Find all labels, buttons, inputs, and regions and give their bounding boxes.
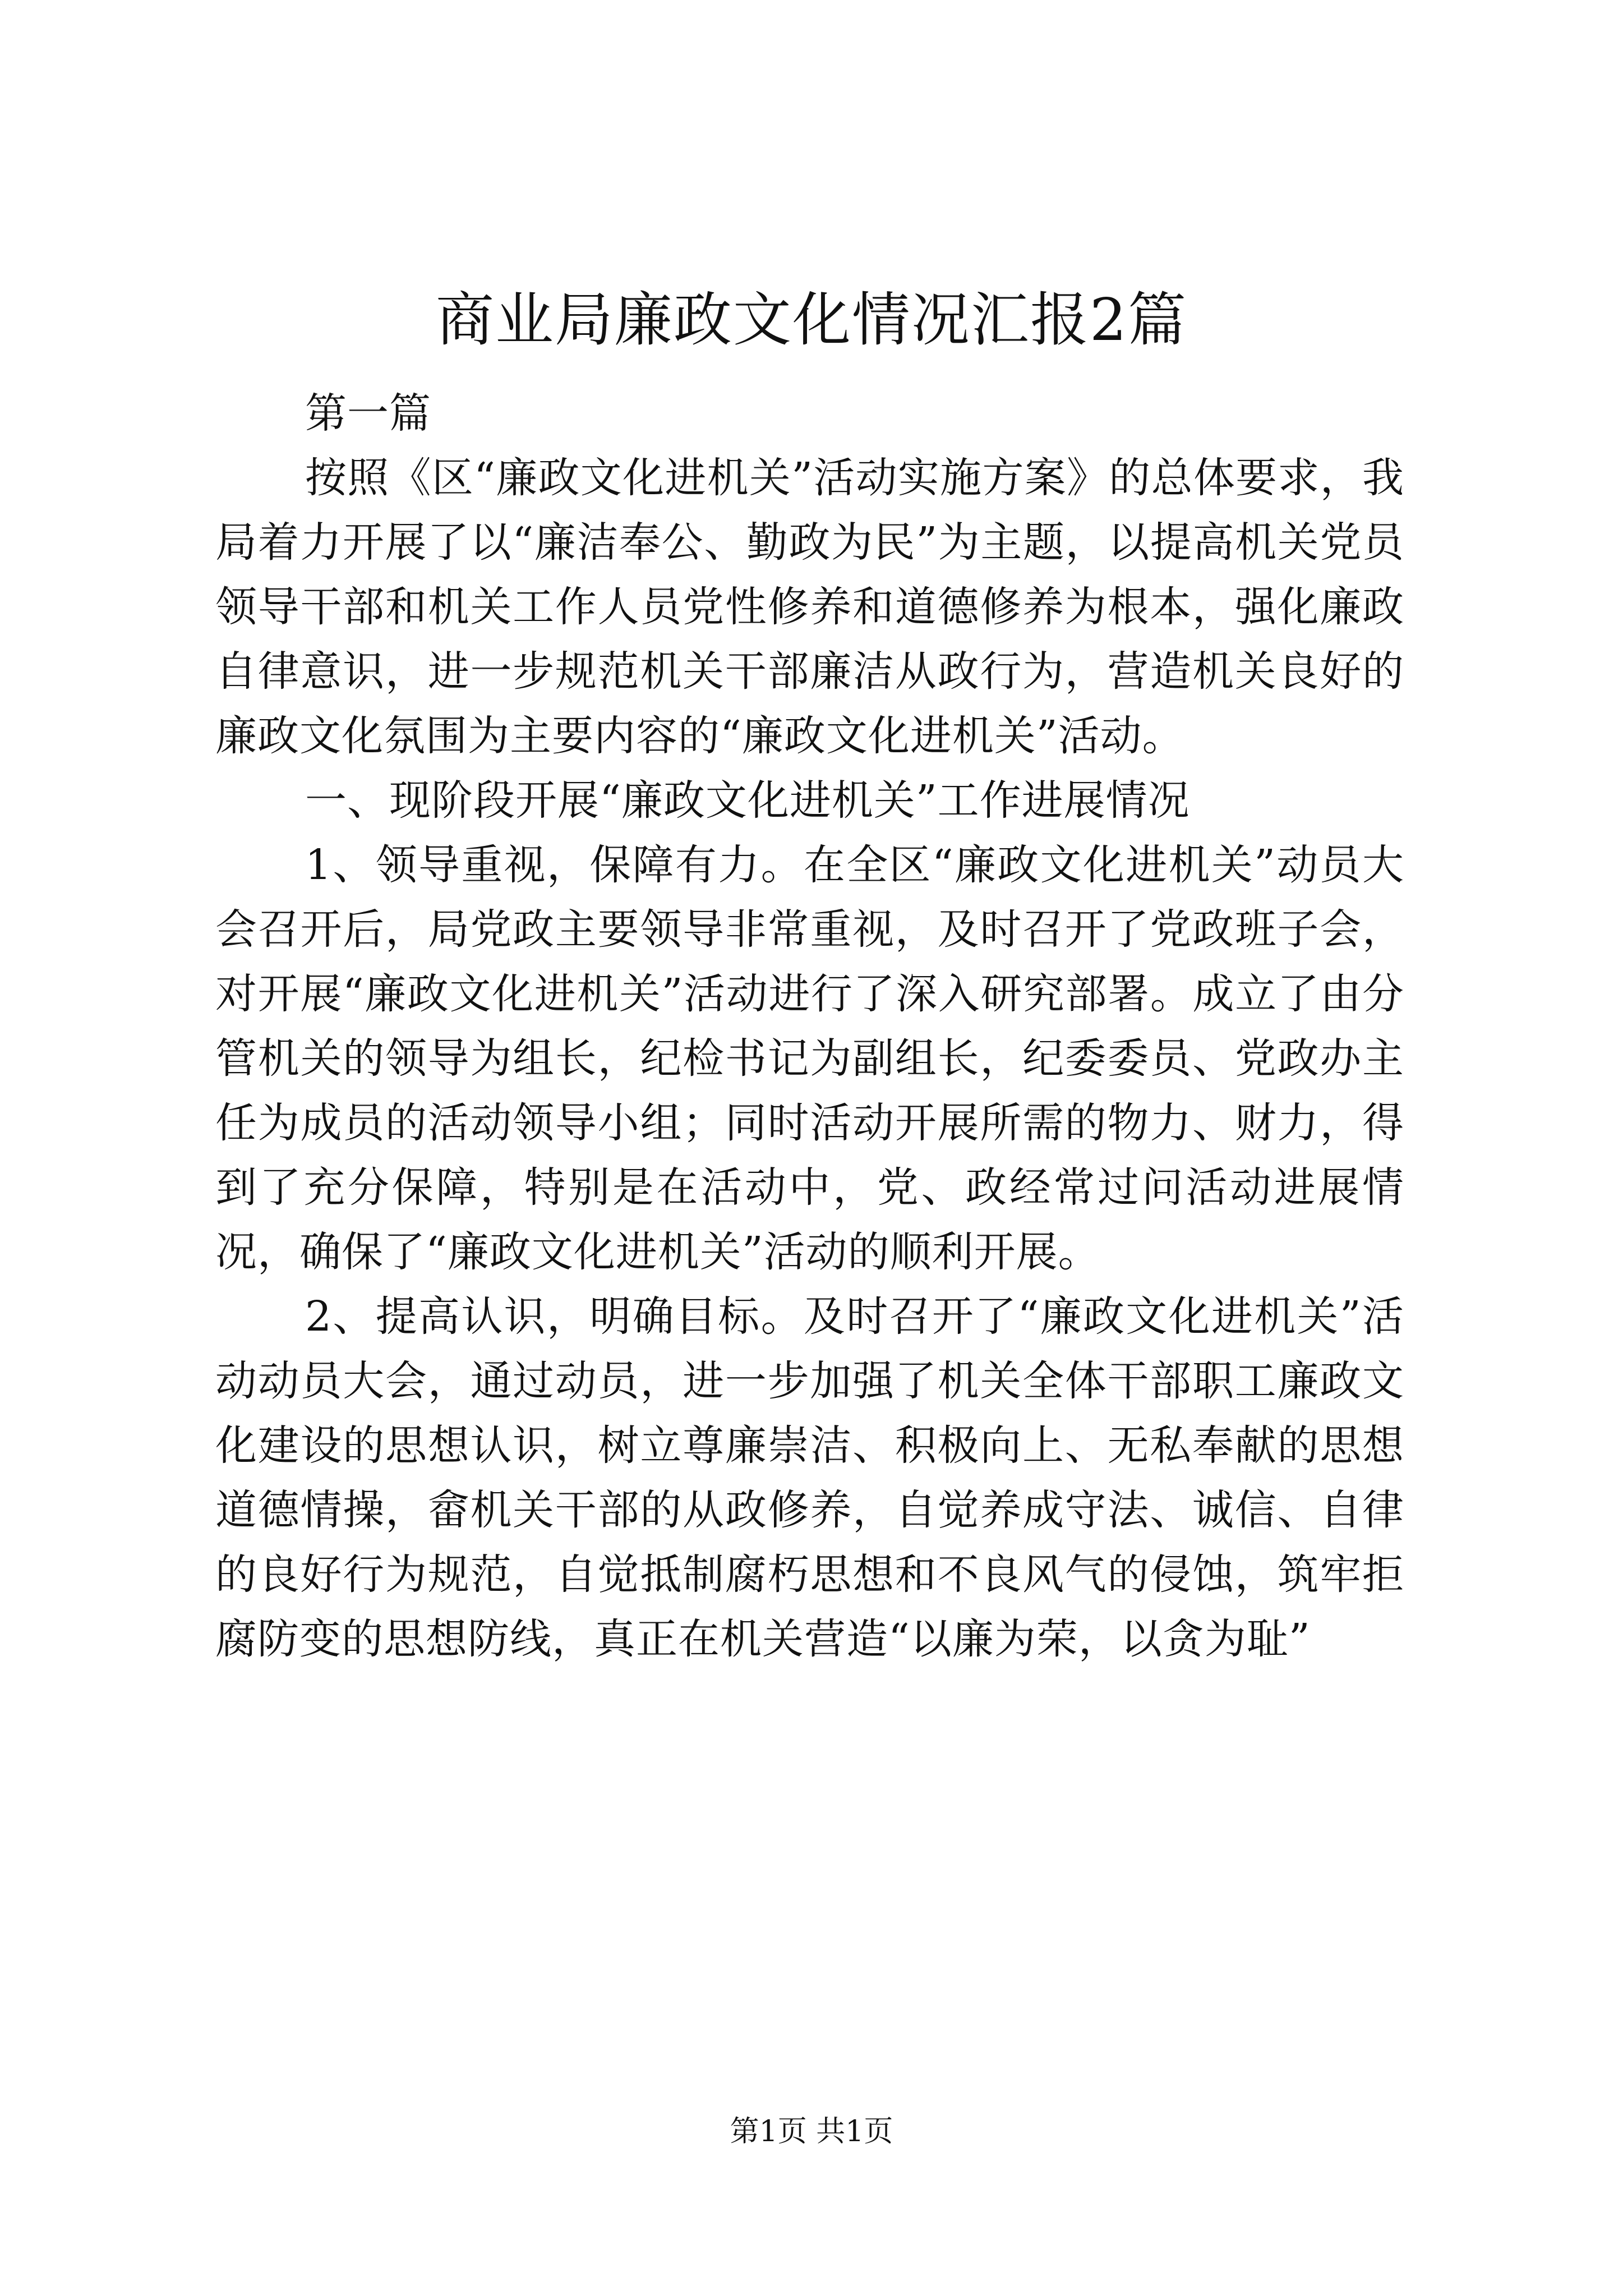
page-footer: 第1页 共1页	[730, 2115, 893, 2148]
document-title: 商业局廉政文化情况汇报2篇	[435, 286, 1188, 354]
document-body	[215, 381, 1404, 1672]
section-heading: 第一篇	[305, 389, 431, 438]
paragraph: 2、提高认识，明确目标。及时召开了“廉政文化进机关”活动动员大会，通过动员，进一步加强了机关全体干部职工廉政文化建设的思想认识，树立尊廉崇洁、积极向上、无私奉献的思想道德情操，畲机关干部的从政修养，自觉养成守法、诚信、自律的良好行为规范，自觉抵制腐朽思想和不良风气的侵蚀，筑牢拒腐防变的思想防线，真正在机关营造“以廉为荣，以贪为耻”	[215, 1292, 1404, 1663]
paragraph: 按照《区“廉政文化进机关”活动实施方案》的总体要求，我局着力开展了以“廉洁奉公、勤政为民”为主题，以提高机关党员领导干部和机关工作人员党性修养和道德修养为根本，强化廉政自律意识，进一步规范机关干部廉洁从政行为，营造机关良好的廉政文化氛围为主要内容的“廉政文化进机关”活动。	[215, 454, 1404, 760]
paragraph: 1、领导重视，保障有力。在全区“廉政文化进机关”动员大会召开后，局党政主要领导非常重视，及时召开了党政班子会，对开展“廉政文化进机关”活动进行了深入研究部署。成立了由分管机关的领导为组长，纪检书记为副组长，纪委委员、党政办主任为成员的活动领导小组；同时活动开展所需的物力、财力，得到了充分保障，特别是在活动中，党、政经常过问活动进展情况，确保了“廉政文化进机关”活动的顺利开展。	[215, 841, 1404, 1276]
section-heading: 一、现阶段开展“廉政文化进机关”工作进展情况	[305, 776, 1190, 825]
